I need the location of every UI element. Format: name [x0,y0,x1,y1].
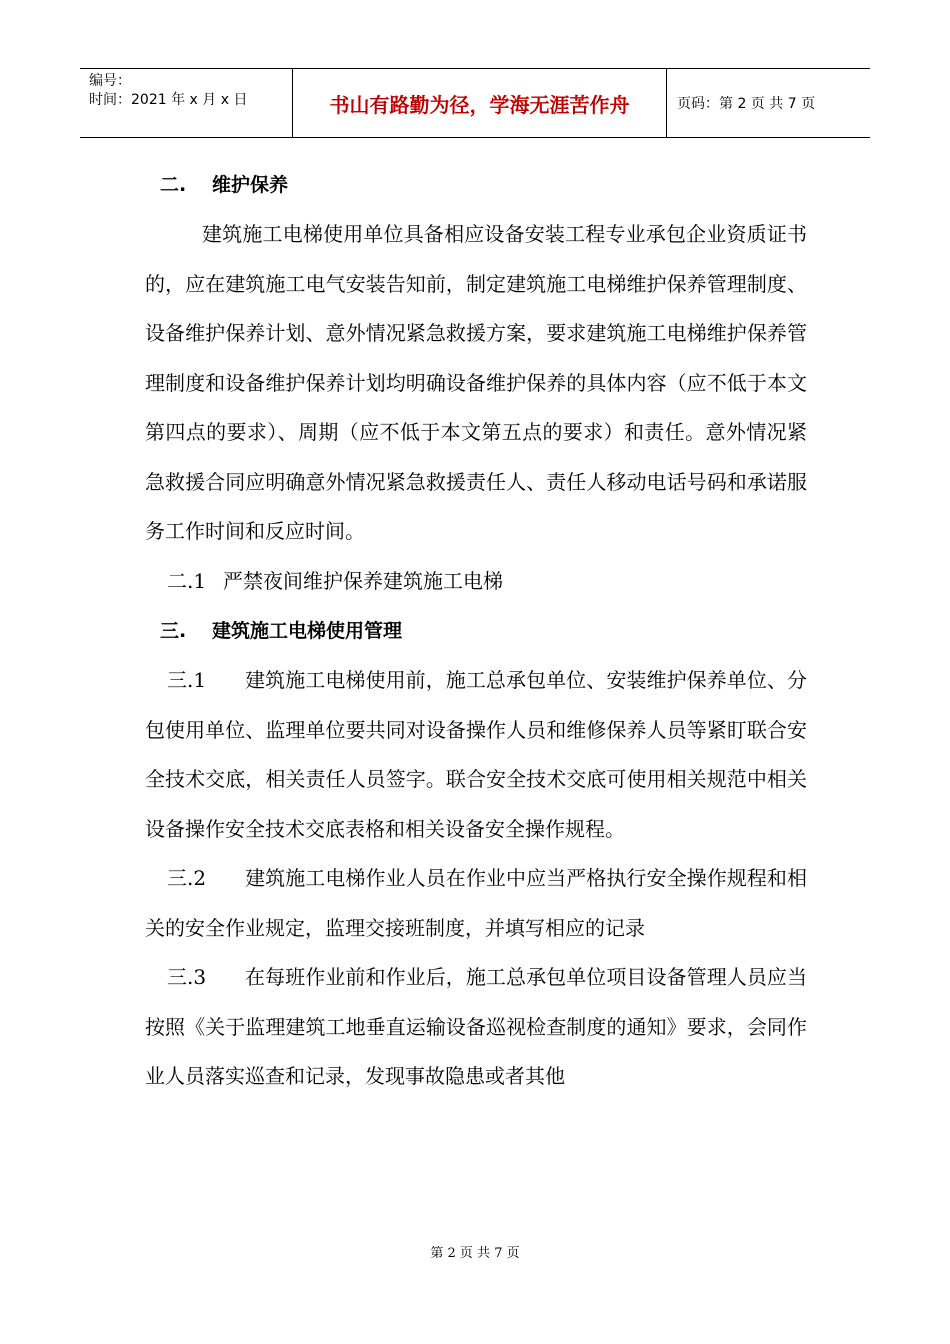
section-2-paragraph: 建筑施工电梯使用单位具备相应设备安装工程专业承包企业资质证书的，应在建筑施工电气安装告知前，制定建筑施工电梯维护保养管理制度、设备维护保养计划、意外情况紧急救援方案，要求建筑施工电梯维护保养管理制度和设备维护保养计划均明确设备维护保养的具体内容（应不低于本文第四点的要求）、周期（应不低于本文第五点的要求）和责任。意外情况紧急救援合同应明确意外情况紧急救援责任人、责任人移动电话号码和承诺服务工作时间和反应时间。 [145,222,807,543]
subsection-3-3 [145,953,807,1102]
subsection-number: 三.3 [167,965,207,989]
document-body [145,160,807,1102]
subsection-text: 在每班作业前和作业后，施工总承包单位项目设备管理人员应当按照《关于监理建筑工地垂直运输设备巡视检查制度的通知》要求，会同作业人员落实巡查和记录，发现事故隐患或者其他 [145,965,807,1088]
subsection-text: 建筑施工电梯使用前，施工总承包单位、安装维护保养单位、分包使用单位、监理单位要共同对设备操作人员和维修保养人员等紧盯联合安全技术交底，相关责任人员签字。联合安全技术交底可使用相关规范中相关设备操作安全技术交底表格和相关设备安全操作规程。 [145,668,807,841]
time-label: 时间：2021 年 x 月 x 日 [89,92,248,108]
subsection-number: 二.1 [167,568,207,593]
page-footer: 第 2 页 共 7 页 [430,1246,520,1261]
subsection-3-2 [145,854,807,953]
subsection-text: 严禁夜间维护保养建筑施工电梯 [223,568,503,593]
header-motto: 书山有路勤为径，学海无涯苦作舟 [293,69,667,137]
subsection-number: 三.2 [167,866,207,890]
section-heading-2 [145,160,807,210]
subsection-2-1 [145,557,807,607]
header-page-label: 页码：第 2 页 共 7 页 [677,96,816,112]
section-number: 二. [160,174,187,196]
number-label: 编号： [89,73,131,89]
section-heading-3 [145,606,807,656]
section-title: 维护保养 [212,174,289,196]
page-header [80,68,870,138]
subsection-3-1 [145,656,807,854]
section-title: 建筑施工电梯使用管理 [212,620,403,642]
header-meta [80,69,293,137]
subsection-number: 三.1 [167,668,207,692]
section-number: 三. [160,620,187,642]
subsection-text: 建筑施工电梯作业人员在作业中应当严格执行安全操作规程和相关的安全作业规定，监理交接班制度，并填写相应的记录 [145,866,807,940]
